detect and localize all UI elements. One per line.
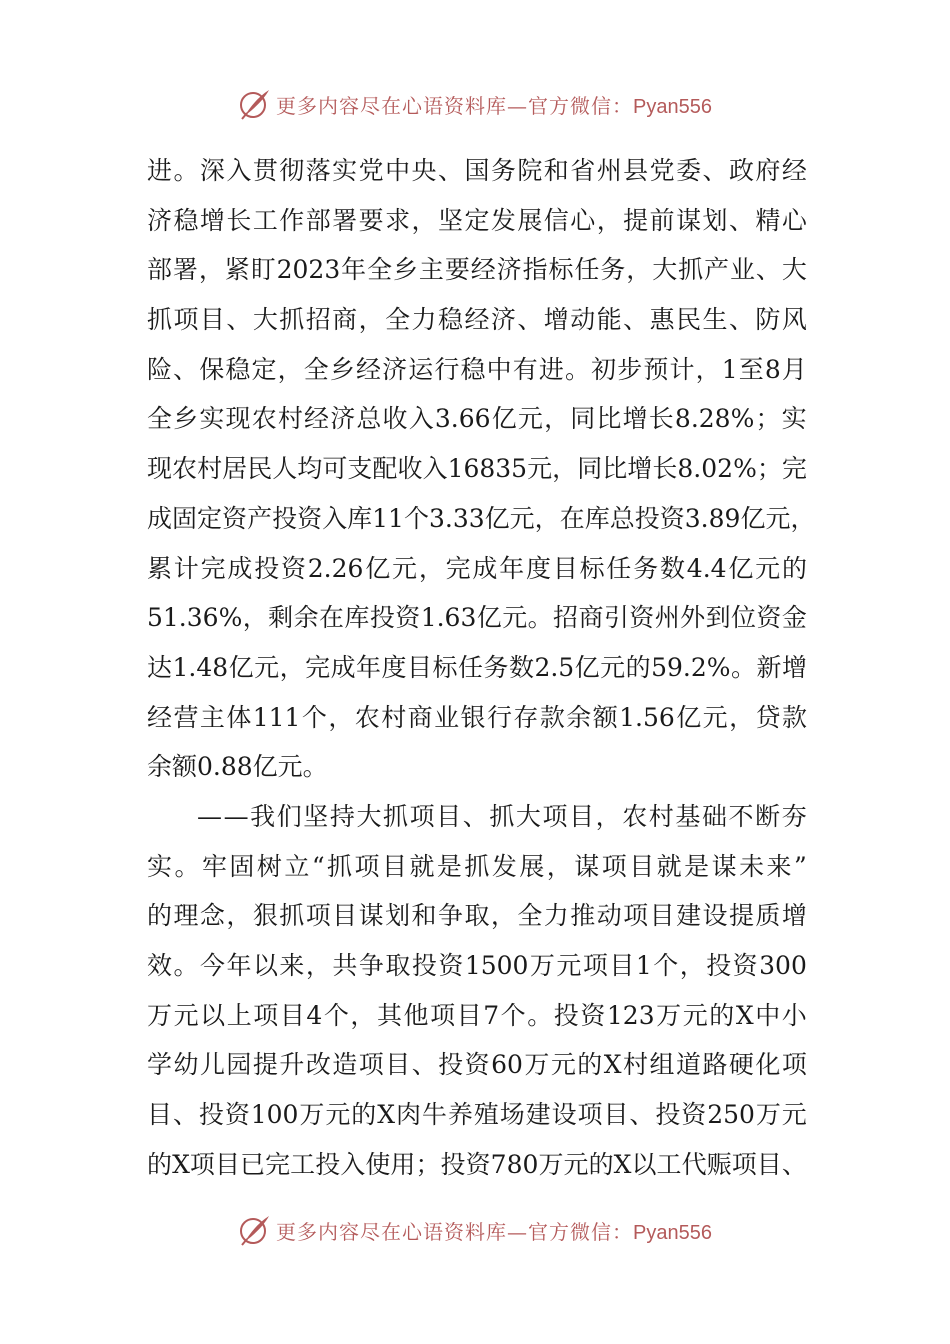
text-line: 进 。 深 入 贯 彻 落 实 党 中 央 、 国 务 院 和 省 州 县 党 委 、 政 府 经: [147, 156, 807, 185]
text-line: 累 计 完 成 投 资 2.26 亿 元 ， 完 成 年 度 目 标 任 务 数 4.4 亿 元 的: [147, 553, 807, 583]
text-line: 万 元 以 上 项 目 4 个 ， 其 他 项 目 7 个 。 投 资 123 万 元 的 X 中 小: [147, 1000, 807, 1030]
text-line: 效 。 今 年 以 来 ， 共 争 取 投 资 1500 万 元 项 目 1 个 ， 投 资 300: [147, 951, 807, 980]
quill-pen-circle-icon: [238, 87, 272, 121]
text-line: 实 。 牢 固 树 立 “ 抓 项 目 就 是 抓 发 展 ， 谋 项 目 就 是 谋 未 来 ”: [147, 851, 807, 881]
quill-pen-circle-icon: [238, 1213, 272, 1247]
wechat-id: Pyan556: [633, 1221, 712, 1244]
text-line: 51.36% ， 剩 余 在 库 投 资 1.63 亿 元 。 招 商 引 资 州 外 到 位 资 金: [147, 603, 807, 633]
text-line: — — 我 们 坚 持 大 抓 项 目 、 抓 大 项 目 ， 农 村 基 础 不 断 夯: [197, 801, 807, 831]
banner-text: 更多内容尽在心语资料库—官方微信：Pyan556: [276, 1219, 712, 1244]
text-line: 全 乡 实 现 农 村 经 济 总 收 入 3.66 亿 元 ， 同 比 增 长 8.28% ； 实: [147, 404, 807, 434]
text-line: 成 固 定 资 产 投 资 入 库 11 个 3.33 亿 元 ， 在 库 总 投 资 3.89 亿 元 ，: [147, 503, 816, 533]
text-line: 济 稳 增 长 工 作 部 署 要 求 ， 坚 定 发 展 信 心 ， 提 前 谋 划 、 精 心: [147, 205, 807, 235]
text-line: 抓 项 目 、 大 抓 招 商 ， 全 力 稳 经 济 、 增 动 能 、 惠 民 生 、 防 风: [147, 305, 807, 335]
text-line: 的 理 念 ， 狠 抓 项 目 谋 划 和 争 取 ， 全 力 推 动 项 目 建 设 提 质 增: [147, 901, 807, 931]
footer-banner: [0, 1210, 950, 1250]
text-line: 余额0.88亿元。: [147, 752, 328, 782]
text-line: 部 署 ， 紧 盯 2023 年 全 乡 主 要 经 济 指 标 任 务 ， 大 抓 产 业 、 大: [147, 255, 807, 285]
document-body: [147, 146, 816, 1189]
text-line: 目 、 投 资 100 万 元 的 X 肉 牛 养 殖 场 建 设 项 目 、 投 资 250 万 元: [147, 1100, 807, 1130]
text-line: 达 1.48 亿 元 ， 完 成 年 度 目 标 任 务 数 2.5 亿 元 的 59.2% 。 新 增: [147, 652, 807, 682]
text-line: 学 幼 儿 园 提 升 改 造 项 目 、 投 资 60 万 元 的 X 村 组 道 路 硬 化 项: [147, 1050, 807, 1080]
header-banner: [0, 84, 950, 124]
text-line: 的 X 项 目 已 完 工 投 入 使 用 ； 投 资 780 万 元 的 X 以 工 代 赈 项 目 、: [147, 1149, 807, 1179]
text-line: 险 、 保 稳 定 ， 全 乡 经 济 运 行 稳 中 有 进 。 初 步 预 计 ， 1 至 8 月: [147, 354, 807, 384]
text-line: 经 营 主 体 111 个 ， 农 村 商 业 银 行 存 款 余 额 1.56 亿 元 ， 贷 款: [147, 702, 807, 732]
banner-text: 更多内容尽在心语资料库—官方微信：Pyan556: [276, 93, 712, 118]
wechat-id: Pyan556: [633, 95, 712, 118]
text-line: 现 农 村 居 民 人 均 可 支 配 收 入 16835 元 ， 同 比 增 长 8.02% ； 完: [147, 454, 807, 484]
